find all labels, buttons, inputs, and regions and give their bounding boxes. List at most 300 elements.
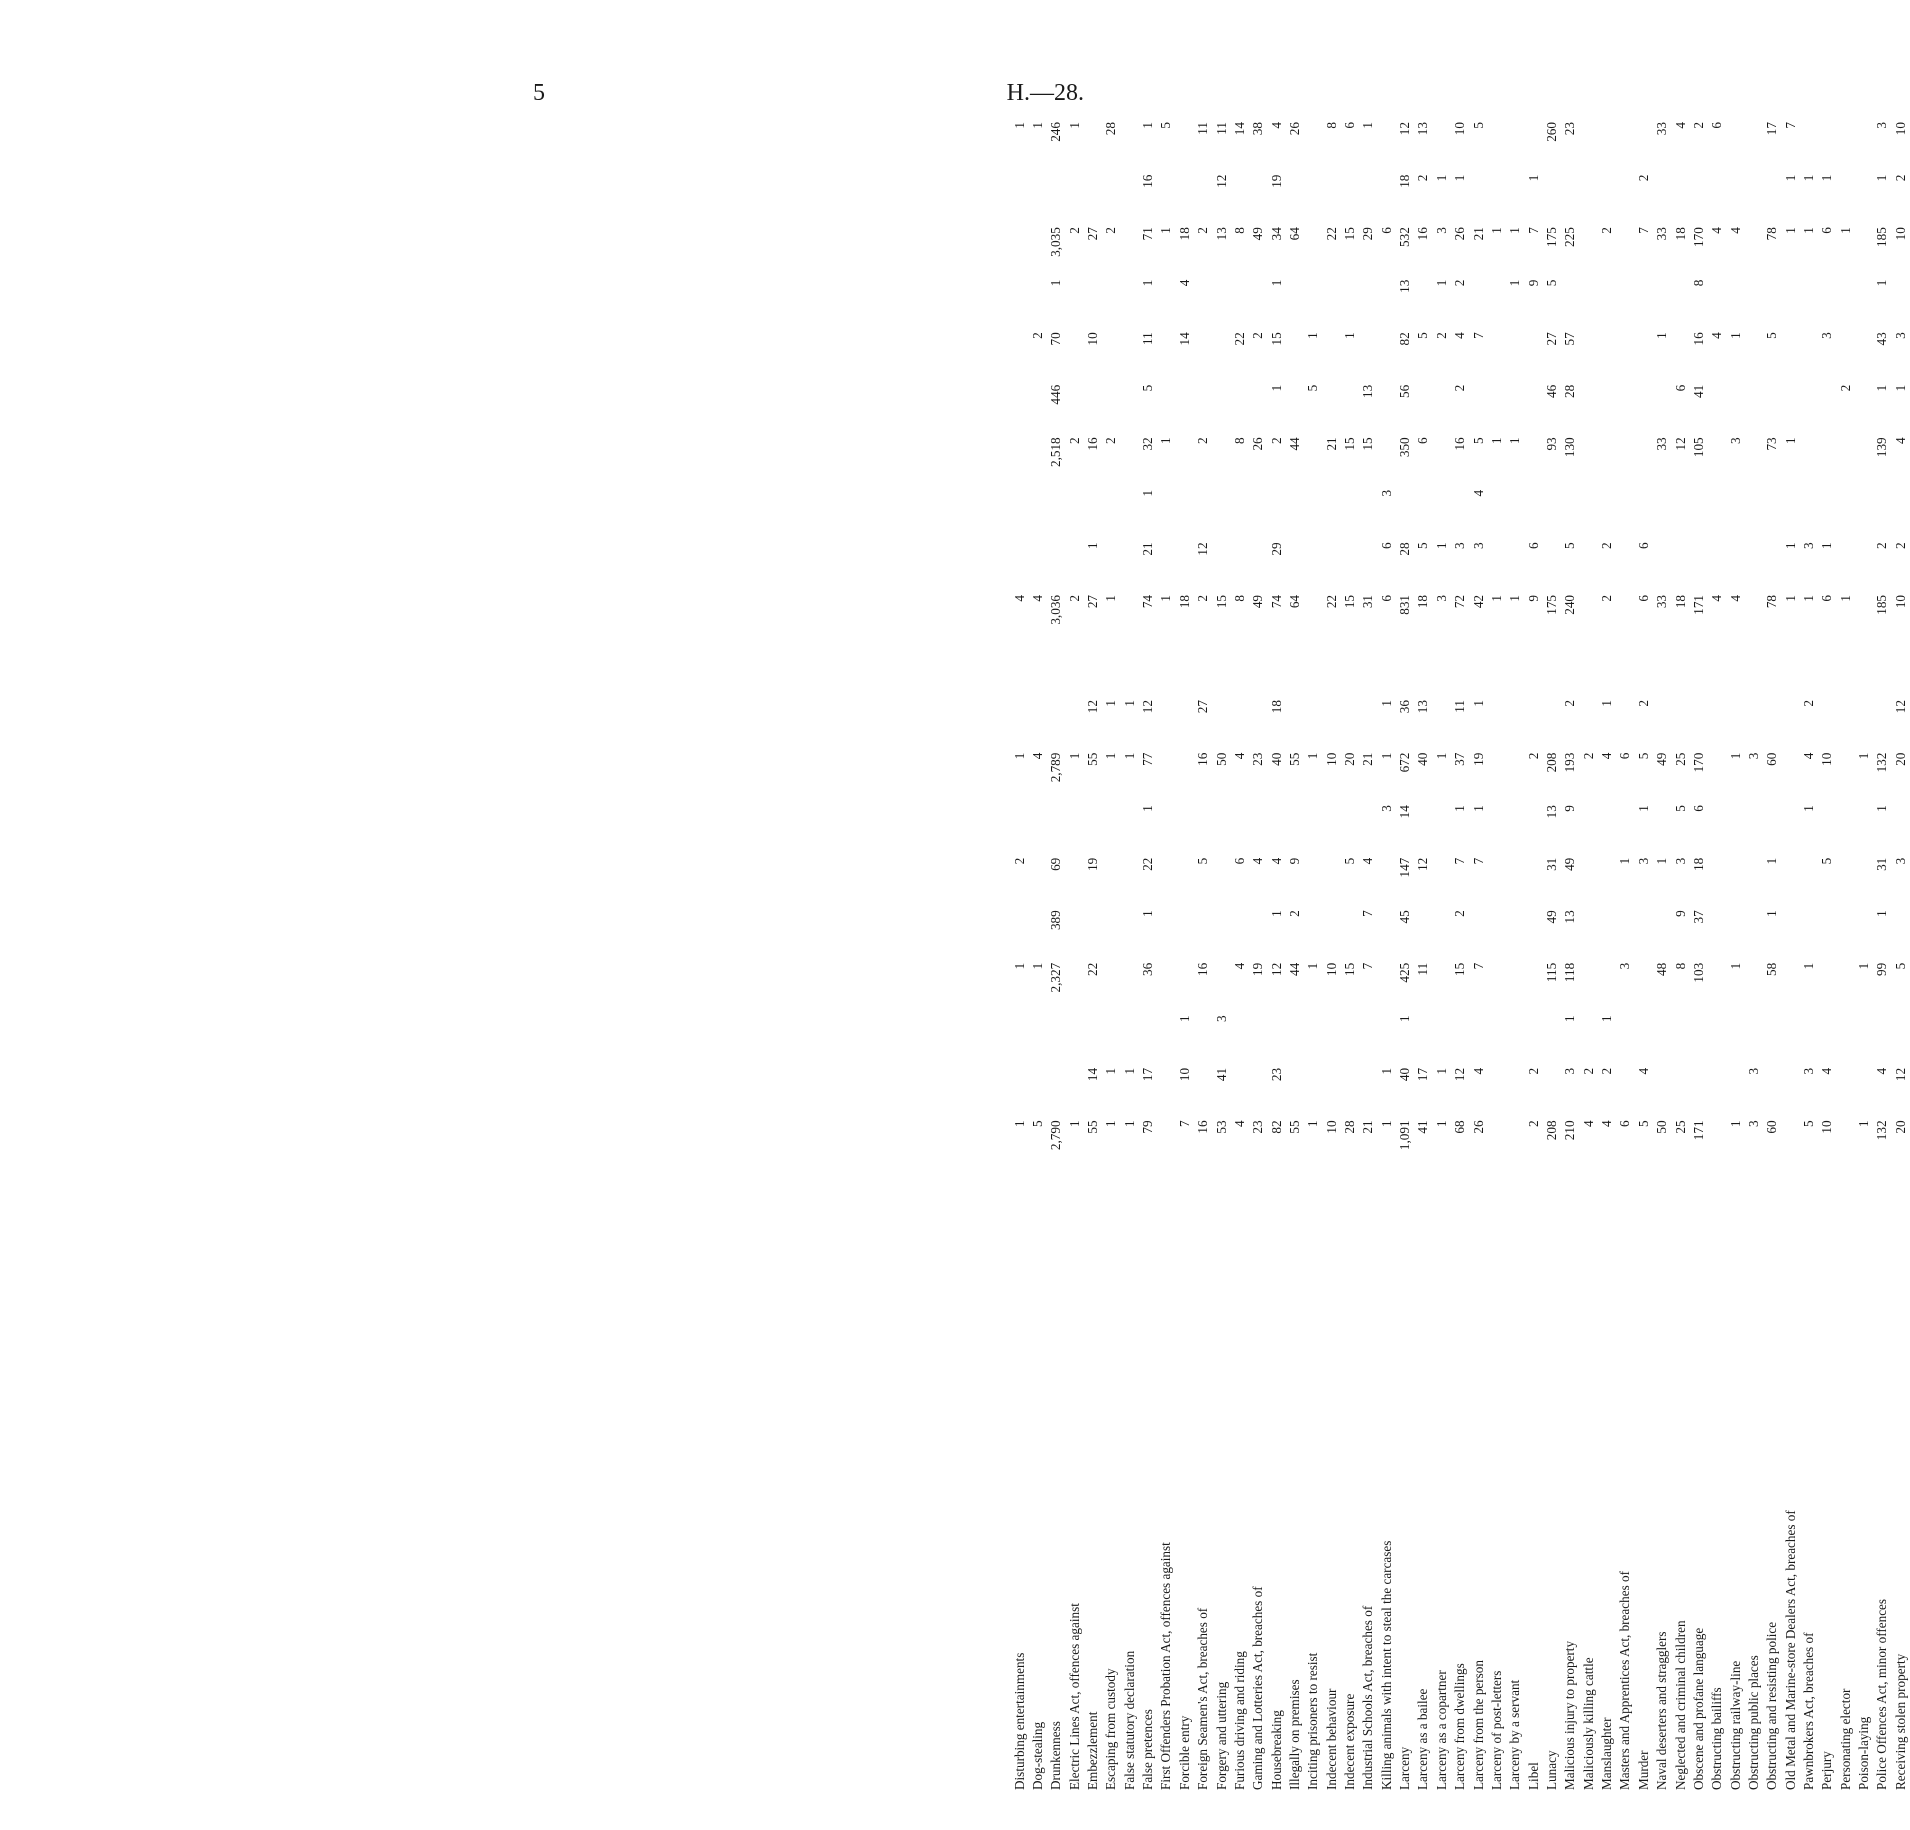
table-cell	[1818, 959, 1836, 1012]
table-cell: 2	[1103, 437, 1119, 444]
table-cell	[1175, 538, 1193, 591]
table-cell: 27	[1195, 700, 1211, 714]
table-cell	[1561, 486, 1579, 539]
table-cell	[1744, 381, 1762, 434]
table-cell: 37	[1690, 910, 1706, 924]
table-cell: 1	[1433, 279, 1449, 287]
table-cell: 16	[1415, 227, 1431, 241]
table-cell	[1285, 1064, 1303, 1117]
table-row	[1285, 118, 1303, 1794]
table-cell	[1010, 538, 1028, 591]
table-cell	[1579, 959, 1597, 1012]
table-cell: 20	[1893, 752, 1909, 766]
table-cell: 7	[1525, 227, 1541, 234]
table-cell	[1598, 276, 1616, 329]
table-cell: 9	[1672, 910, 1688, 917]
table-cell: 46	[1544, 384, 1559, 398]
table-cell	[1598, 854, 1616, 907]
table-cell	[1708, 696, 1726, 749]
table-cell: 1	[1874, 384, 1890, 392]
table-cell: 1	[1893, 384, 1909, 392]
table-cell	[1579, 644, 1597, 697]
table-cell: 4	[1801, 752, 1817, 760]
table-cell	[1065, 381, 1083, 434]
table-cell: 19	[1470, 752, 1486, 766]
table-cell	[1377, 276, 1395, 329]
table-cell: 1	[1103, 752, 1119, 760]
table-cell	[1855, 1011, 1873, 1064]
offence-label: False statutory declaration	[1121, 1650, 1137, 1790]
table-cell: 147	[1397, 857, 1413, 878]
table-cell	[1634, 1011, 1652, 1064]
offence-label: Maliciously killing cattle	[1580, 1657, 1596, 1790]
table-cell: 3	[1893, 857, 1909, 865]
table-cell: 2	[1525, 1067, 1541, 1075]
table-cell	[1836, 538, 1854, 591]
table-cell	[1616, 118, 1634, 171]
table-cell	[1010, 696, 1028, 749]
table-cell	[1212, 644, 1230, 697]
table-cell: 53	[1213, 1120, 1229, 1134]
table-cell	[1249, 1064, 1267, 1117]
table-cell	[1377, 854, 1395, 907]
table-cell: 38	[1250, 122, 1266, 136]
table-cell: 2	[1635, 700, 1651, 707]
table-cell: 20	[1342, 752, 1358, 766]
table-cell: 11	[1213, 122, 1229, 135]
table-cell: 64	[1286, 227, 1302, 241]
table-cell: 5	[1764, 332, 1780, 339]
table-cell: 4	[1011, 594, 1027, 602]
table-cell	[1083, 906, 1101, 959]
table-cell: 2	[1452, 279, 1468, 287]
table-cell	[1083, 1011, 1101, 1064]
table-cell	[1194, 171, 1212, 224]
table-cell: 2	[1433, 332, 1449, 339]
table-cell	[1432, 1011, 1450, 1064]
table-cell	[1799, 381, 1817, 434]
table-cell: 17	[1415, 1067, 1431, 1082]
table-cell: 14	[1085, 1067, 1101, 1082]
table-cell: 2	[1195, 594, 1211, 602]
offence-label: Police Offences Act, minor offences	[1874, 1598, 1890, 1790]
table-cell	[1414, 801, 1432, 854]
table-cell: 27	[1085, 594, 1101, 609]
table-cell: 3	[1745, 1120, 1761, 1128]
table-cell: 7	[1470, 332, 1486, 339]
table-cell: 4	[1727, 594, 1743, 602]
table-cell	[1414, 644, 1432, 697]
table-cell: 2	[1893, 542, 1909, 550]
table-cell: 1	[1507, 227, 1523, 234]
table-cell	[1157, 644, 1175, 697]
table-row	[1469, 118, 1487, 1794]
table-cell: 49	[1654, 752, 1670, 766]
table-cell	[1377, 171, 1395, 224]
table-cell	[1102, 381, 1120, 434]
table-cell	[1047, 486, 1065, 539]
table-cell: 14	[1176, 332, 1192, 346]
table-cell: 1	[1176, 1015, 1192, 1022]
table-cell	[1102, 644, 1120, 697]
table-cell	[1487, 381, 1505, 434]
table-cell	[1579, 906, 1597, 959]
table-cell	[1836, 1011, 1854, 1064]
table-cell: 74	[1140, 594, 1156, 609]
table-cell: 2	[1268, 437, 1284, 444]
table-cell: 3	[1433, 594, 1449, 602]
table-cell: 3	[1470, 542, 1486, 550]
table-cell: 6	[1819, 594, 1835, 602]
table-cell: 29	[1360, 227, 1376, 241]
table-cell: 1	[1782, 594, 1798, 602]
table-cell	[1377, 906, 1395, 959]
table-cell	[1799, 1011, 1817, 1064]
table-cell: 12	[1452, 1067, 1468, 1082]
table-cell	[1616, 1064, 1634, 1117]
table-cell: 1	[1011, 752, 1027, 760]
table-cell	[1487, 118, 1505, 171]
table-cell	[1799, 854, 1817, 907]
table-cell	[1028, 381, 1046, 434]
table-cell	[1010, 906, 1028, 959]
table-cell: 2	[1599, 594, 1615, 602]
table-cell	[1175, 433, 1193, 486]
table-cell: 23	[1250, 752, 1266, 766]
table-cell: 2	[1452, 384, 1468, 392]
table-cell: 55	[1085, 1120, 1101, 1134]
table-cell: 1	[1654, 857, 1670, 865]
table-row	[1083, 118, 1101, 1794]
table-cell: 1	[1452, 174, 1468, 182]
table-cell	[1653, 381, 1671, 434]
offence-label: Obstructing and resisting police	[1764, 1621, 1780, 1790]
table-cell: 9	[1286, 857, 1302, 865]
table-cell: 6	[1635, 542, 1651, 550]
table-cell	[1194, 276, 1212, 329]
table-cell: 170	[1690, 227, 1706, 247]
table-cell: 25	[1672, 1120, 1688, 1134]
table-cell	[1506, 1011, 1524, 1064]
table-cell	[1487, 749, 1505, 802]
table-cell: 12	[1213, 174, 1229, 188]
table-cell: 1	[1103, 700, 1119, 707]
table-cell: 6	[1617, 1120, 1633, 1128]
table-cell: 45	[1397, 910, 1413, 924]
table-cell: 210	[1562, 1120, 1578, 1141]
table-row	[1542, 118, 1560, 1794]
table-cell: 3	[1635, 857, 1651, 865]
table-cell	[1616, 801, 1634, 854]
table-cell	[1855, 591, 1873, 644]
table-cell: 5	[1470, 122, 1486, 129]
table-cell	[1836, 328, 1854, 381]
table-cell	[1653, 1011, 1671, 1064]
table-cell: 16	[1452, 437, 1468, 451]
table-cell: 5	[1470, 437, 1486, 444]
offence-label: Obstructing public places	[1745, 1655, 1761, 1790]
table-cell: 185	[1874, 227, 1890, 247]
table-cell	[1212, 276, 1230, 329]
table-cell	[1028, 696, 1046, 749]
table-cell	[1616, 696, 1634, 749]
table-cell: 4	[1268, 122, 1284, 129]
table-cell	[1763, 486, 1781, 539]
table-cell	[1726, 118, 1744, 171]
table-cell: 1	[1140, 122, 1156, 129]
table-cell: 132	[1874, 752, 1890, 773]
table-cell: 26	[1452, 227, 1468, 241]
table-cell	[1799, 906, 1817, 959]
table-cell: 1	[1433, 542, 1449, 550]
table-cell	[1579, 1011, 1597, 1064]
table-cell	[1616, 433, 1634, 486]
table-cell	[1506, 381, 1524, 434]
table-cell: 3	[1801, 542, 1817, 550]
table-cell	[1432, 696, 1450, 749]
table-cell	[1689, 1064, 1707, 1117]
table-cell	[1579, 276, 1597, 329]
table-cell	[1616, 171, 1634, 224]
offence-label: Disturbing entertainments	[1011, 1652, 1027, 1790]
table-cell: 1	[1525, 174, 1541, 182]
table-row	[1451, 118, 1469, 1794]
table-cell	[1726, 486, 1744, 539]
table-cell: 130	[1562, 437, 1578, 458]
table-cell	[1506, 118, 1524, 171]
table-cell	[1432, 906, 1450, 959]
table-cell	[1708, 854, 1726, 907]
table-cell	[1157, 538, 1175, 591]
table-cell	[1065, 644, 1083, 697]
table-cell: 3	[1433, 227, 1449, 234]
table-cell	[1524, 486, 1542, 539]
table-cell	[1359, 801, 1377, 854]
table-cell	[1157, 801, 1175, 854]
table-cell	[1708, 959, 1726, 1012]
table-cell	[1781, 959, 1799, 1012]
table-cell: 5	[1562, 542, 1578, 550]
table-cell	[1744, 486, 1762, 539]
table-cell	[1836, 433, 1854, 486]
table-cell	[1616, 381, 1634, 434]
table-cell	[1194, 486, 1212, 539]
table-cell: 425	[1397, 962, 1413, 983]
table-cell	[1855, 801, 1873, 854]
table-cell	[1322, 644, 1340, 697]
table-cell	[1781, 906, 1799, 959]
table-row	[1506, 118, 1524, 1794]
table-cell	[1102, 801, 1120, 854]
table-cell: 60	[1764, 752, 1780, 766]
table-cell	[1855, 644, 1873, 697]
table-cell: 1	[1782, 542, 1798, 550]
table-cell	[1249, 171, 1267, 224]
table-cell	[1744, 223, 1762, 276]
table-cell: 78	[1764, 227, 1780, 241]
table-cell	[1469, 276, 1487, 329]
table-cell	[1579, 538, 1597, 591]
table-cell: 40	[1415, 752, 1431, 766]
table-cell	[1267, 644, 1285, 697]
table-cell	[1487, 959, 1505, 1012]
table-cell	[1194, 906, 1212, 959]
table-cell	[1744, 591, 1762, 644]
table-cell: 1	[1011, 122, 1027, 129]
table-cell	[1855, 433, 1873, 486]
table-cell	[1451, 644, 1469, 697]
table-cell: 33	[1654, 594, 1670, 609]
table-cell	[1340, 696, 1358, 749]
table-cell: 2,790	[1048, 1120, 1064, 1151]
table-cell: 6	[1635, 594, 1651, 602]
table-cell	[1763, 171, 1781, 224]
table-cell	[1304, 171, 1322, 224]
table-row	[1873, 118, 1891, 1794]
table-cell	[1010, 381, 1028, 434]
table-cell: 60	[1764, 1120, 1780, 1134]
table-cell	[1873, 1011, 1891, 1064]
table-cell	[1083, 171, 1101, 224]
table-cell: 11	[1195, 122, 1211, 135]
table-cell	[1744, 328, 1762, 381]
table-cell: 12	[1397, 122, 1413, 136]
table-row	[1598, 118, 1616, 1794]
table-cell: 68	[1452, 1120, 1468, 1134]
table-cell	[1855, 171, 1873, 224]
table-cell: 3	[1727, 437, 1743, 444]
table-cell	[1359, 538, 1377, 591]
table-cell	[1634, 276, 1652, 329]
table-cell: 5	[1305, 384, 1321, 392]
table-cell: 18	[1176, 227, 1192, 241]
table-cell	[1634, 118, 1652, 171]
table-cell	[1653, 644, 1671, 697]
table-cell: 9	[1562, 805, 1578, 812]
table-cell: 21	[1323, 437, 1339, 451]
table-cell	[1836, 801, 1854, 854]
table-cell	[1579, 328, 1597, 381]
table-cell	[1249, 801, 1267, 854]
table-cell	[1469, 644, 1487, 697]
table-cell	[1781, 381, 1799, 434]
table-cell: 1	[1874, 910, 1890, 917]
table-cell: 41	[1213, 1067, 1229, 1082]
table-cell: 6	[1378, 542, 1394, 550]
table-cell	[1047, 801, 1065, 854]
table-cell	[1212, 959, 1230, 1012]
table-row	[1634, 118, 1652, 1794]
table-cell: 2	[1525, 752, 1541, 760]
table-cell	[1304, 118, 1322, 171]
table-cell: 13	[1360, 384, 1376, 398]
table-cell	[1598, 801, 1616, 854]
table-cell: 10	[1085, 332, 1101, 346]
table-cell: 7	[1360, 910, 1376, 917]
table-cell	[1542, 696, 1560, 749]
table-cell	[1818, 906, 1836, 959]
table-cell: 3	[1745, 1067, 1761, 1075]
table-cell	[1102, 486, 1120, 539]
table-cell	[1120, 486, 1138, 539]
table-cell	[1653, 276, 1671, 329]
table-cell: 1	[1433, 1120, 1449, 1128]
table-cell: 1	[1874, 279, 1890, 287]
table-cell: 13	[1415, 700, 1431, 714]
table-cell	[1726, 801, 1744, 854]
table-cell	[1579, 696, 1597, 749]
table-cell	[1010, 433, 1028, 486]
table-cell	[1836, 1116, 1854, 1169]
offence-label: Indecent exposure	[1342, 1693, 1358, 1790]
table-cell	[1322, 538, 1340, 591]
table-cell: 4	[1727, 227, 1743, 234]
table-cell	[1157, 486, 1175, 539]
table-cell	[1855, 854, 1873, 907]
offence-label: Larceny as a copartner	[1433, 1670, 1449, 1790]
table-cell: 5	[1635, 752, 1651, 760]
table-cell	[1377, 959, 1395, 1012]
table-cell	[1102, 538, 1120, 591]
table-cell	[1065, 1064, 1083, 1117]
table-cell: 7	[1452, 857, 1468, 865]
table-cell: 8	[1323, 122, 1339, 129]
table-cell	[1616, 486, 1634, 539]
table-cell	[1653, 906, 1671, 959]
table-cell	[1322, 276, 1340, 329]
table-cell: 2	[1011, 857, 1027, 865]
table-cell: 1	[1488, 437, 1504, 444]
table-cell: 23	[1250, 1120, 1266, 1134]
table-row	[1432, 118, 1450, 1794]
table-cell	[1432, 433, 1450, 486]
table-row	[1855, 118, 1873, 1794]
table-cell: 132	[1874, 1120, 1890, 1141]
table-cell	[1708, 538, 1726, 591]
table-cell	[1028, 1064, 1046, 1117]
table-cell	[1598, 959, 1616, 1012]
table-cell: 18	[1672, 227, 1688, 241]
table-cell	[1818, 118, 1836, 171]
table-cell	[1891, 801, 1910, 854]
table-cell	[1028, 223, 1046, 276]
table-cell: 18	[1415, 594, 1431, 609]
table-cell	[1120, 854, 1138, 907]
table-cell: 12	[1893, 1067, 1909, 1082]
table-cell: 1	[1268, 910, 1284, 917]
table-cell: 208	[1544, 1120, 1559, 1141]
table-cell	[1414, 381, 1432, 434]
table-cell: 14	[1231, 122, 1247, 136]
table-cell	[1781, 854, 1799, 907]
table-row	[1359, 118, 1377, 1794]
table-cell	[1873, 644, 1891, 697]
table-cell	[1653, 801, 1671, 854]
table-cell	[1506, 959, 1524, 1012]
table-cell: 1	[1801, 174, 1817, 182]
table-cell	[1065, 171, 1083, 224]
table-cell	[1102, 906, 1120, 959]
table-cell: 1	[1819, 174, 1835, 182]
table-cell	[1322, 1064, 1340, 1117]
table-cell: 27	[1544, 332, 1559, 346]
table-cell	[1708, 171, 1726, 224]
table-cell: 2	[1690, 122, 1706, 129]
table-cell: 5	[1342, 857, 1358, 865]
table-cell: 4	[1893, 437, 1909, 444]
table-cell	[1818, 276, 1836, 329]
table-cell	[1377, 328, 1395, 381]
